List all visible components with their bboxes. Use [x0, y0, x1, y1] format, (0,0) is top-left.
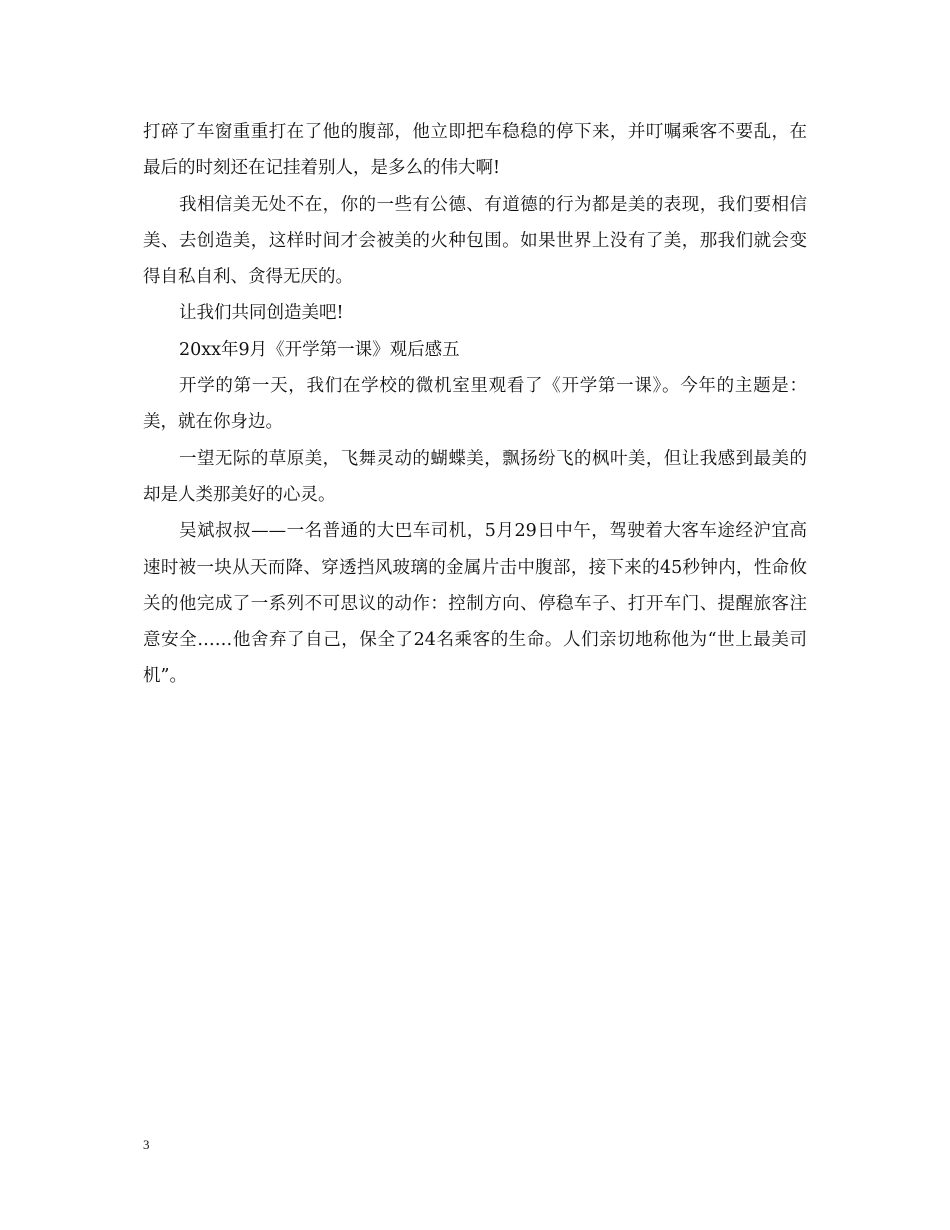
section-heading: 20xx年9月《开学第一课》观后感五 [179, 339, 460, 360]
paragraph-beauty-everywhere: 我相信美无处不在，你的一些有公德、有道德的行为都是美的表现，我们要相信美、去创造美，这样时间才会被美的火种包围。如果世界上没有了美，那我们就会变得自私自利、贪得无厌的。 [143, 194, 807, 288]
paragraph-wu-bin-story: 吴斌叔叔——一名普通的大巴车司机，5月29日中午，驾驶着大客车途经沪宜高速时被一块从天而降、穿透挡风玻璃的金属片击中腹部，接下来的45秒钟内，性命攸关的他完成了一系列不可思议的动作：控制方向、停稳车子、打开车门、提醒旅客注意安全……他舍弃了自己，保全了24名乘客的生命。人们亲切地称他为“世上最美司机”。 [143, 521, 807, 687]
paragraph-first-day: 开学的第一天，我们在学校的微机室里观看了《开学第一课》。今年的主题是：美，就在你身边。 [143, 376, 807, 433]
document-body [143, 114, 807, 695]
paragraph-create-beauty: 让我们共同创造美吧! [179, 303, 344, 324]
paragraph-beautiful-things: 一望无际的草原美，飞舞灵动的蝴蝶美，飘扬纷飞的枫叶美，但让我感到最美的却是人类那美好的心灵。 [143, 448, 807, 505]
paragraph-continuation: 打碎了车窗重重打在了他的腹部，他立即把车稳稳的停下来，并叮嘱乘客不要乱，在最后的时刻还在记挂着别人，是多么的伟大啊! [143, 122, 807, 179]
page-number: 3 [143, 1137, 150, 1152]
